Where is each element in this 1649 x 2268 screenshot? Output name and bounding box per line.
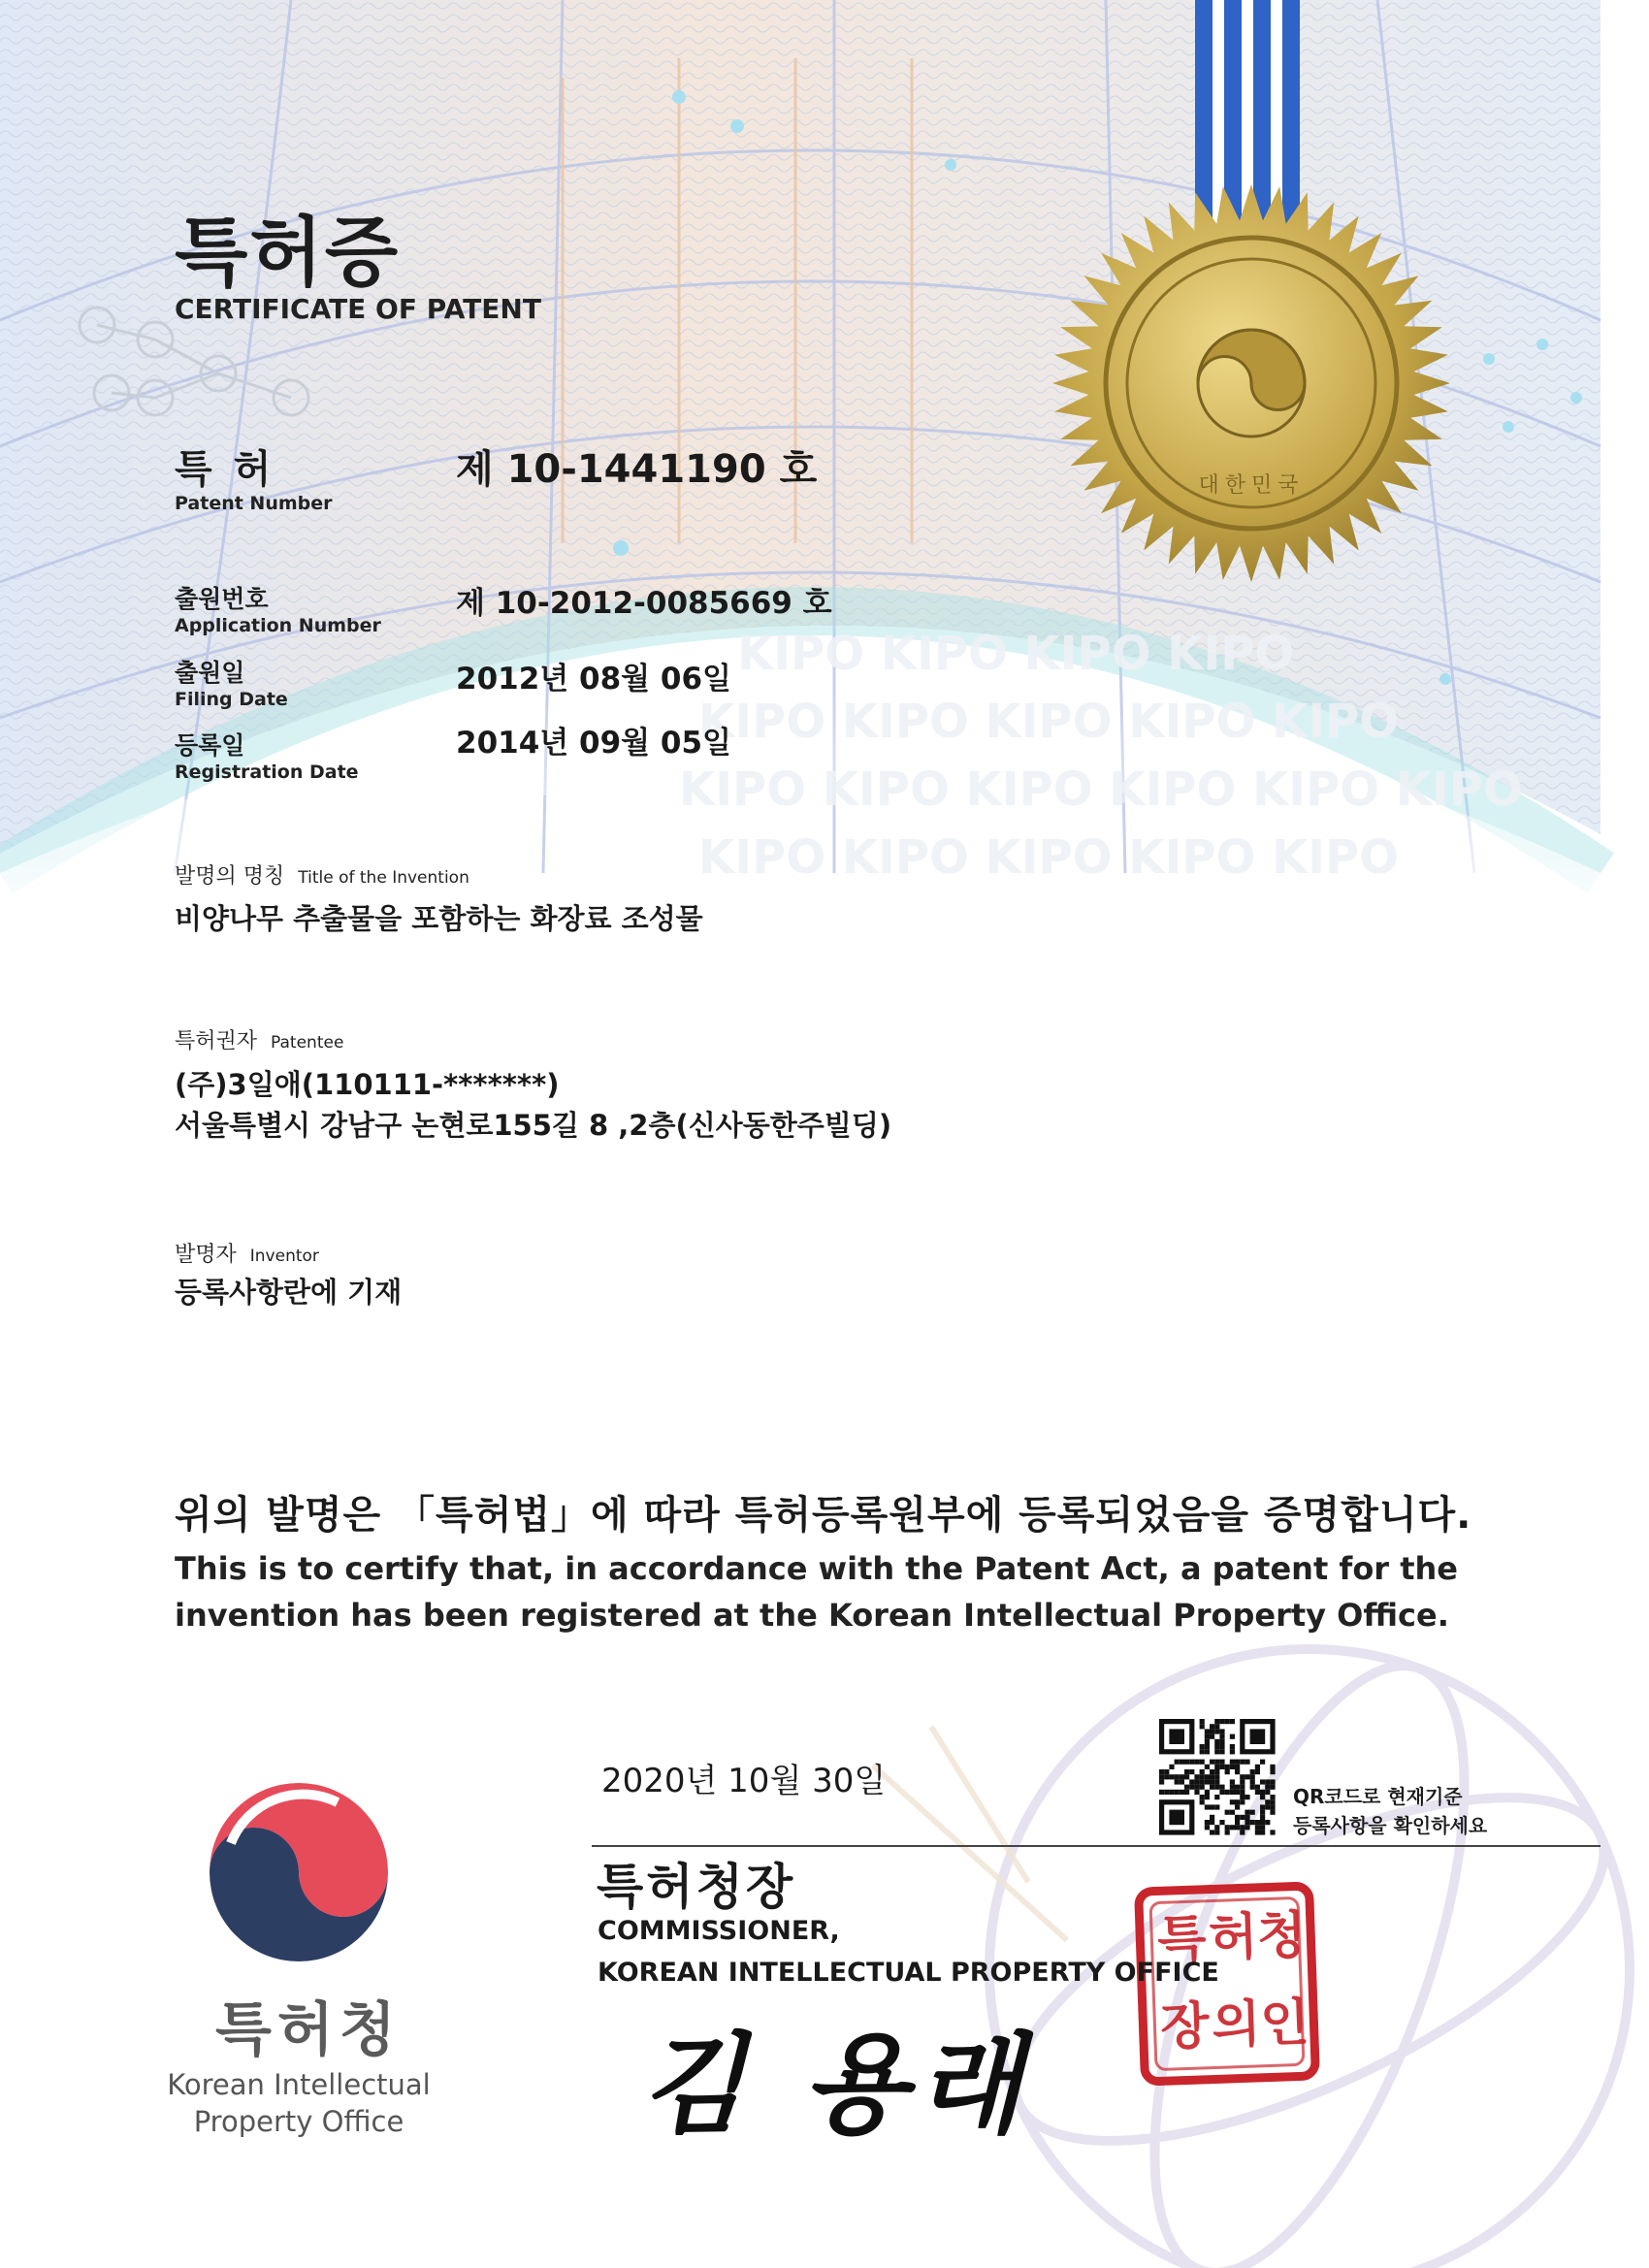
organization-name-en-line2: Property Office bbox=[193, 2105, 404, 2138]
svg-text:KIPO KIPO KIPO KIPO KIPO: KIPO KIPO KIPO KIPO KIPO bbox=[698, 695, 1400, 749]
svg-text:KIPO KIPO KIPO KIPO KIPO: KIPO KIPO KIPO KIPO KIPO bbox=[698, 830, 1400, 885]
certificate-title-ko: 특허증 bbox=[175, 210, 401, 297]
application-number-label-en: Application Number bbox=[175, 615, 381, 636]
inventor-label: 발명자 Inventor bbox=[175, 1243, 319, 1267]
qr-code[interactable] bbox=[1159, 1719, 1276, 1835]
svg-text:허: 허 bbox=[1208, 1907, 1259, 1968]
commissioner-title-ko: 특허청장 bbox=[597, 1859, 796, 1915]
inventor-value: 등록사항란에 기재 bbox=[175, 1276, 403, 1309]
invention-title-value: 비양나무 추출물을 포함하는 화장료 조성물 bbox=[175, 902, 703, 935]
commissioner-signature: 김 용래 bbox=[640, 2022, 1032, 2149]
patentee-label: 특허권자 Patentee bbox=[175, 1029, 344, 1053]
svg-text:대한민국: 대한민국 bbox=[1198, 473, 1305, 498]
qr-instruction-line1: QR코드로 현재기준 bbox=[1293, 1785, 1463, 1808]
issue-date: 2020년 10월 30일 bbox=[601, 1762, 887, 1800]
filing-date-label-ko: 출원일 bbox=[175, 659, 245, 687]
svg-text:KIPO KIPO KIPO KIPO KIPO KIPO: KIPO KIPO KIPO KIPO KIPO KIPO bbox=[679, 762, 1523, 817]
application-number-label-ko: 출원번호 bbox=[175, 585, 269, 613]
commissioner-title-en-line1: COMMISSIONER, bbox=[598, 1916, 840, 1946]
certificate-title-en: CERTIFICATE OF PATENT bbox=[175, 293, 541, 325]
svg-text:인: 인 bbox=[1259, 1993, 1310, 2054]
svg-text:의: 의 bbox=[1211, 1994, 1262, 2056]
certification-text-en-line2: invention has been registered at the Korean Intellectual Property Office. bbox=[175, 1597, 1449, 1634]
svg-text:특: 특 bbox=[1156, 1909, 1208, 1970]
filing-date-value: 2012년 08월 06일 bbox=[456, 662, 731, 697]
svg-text:청: 청 bbox=[1256, 1906, 1308, 1966]
patent-number-value: 제 10-1441190 호 bbox=[456, 447, 818, 492]
filing-date-label-en: Filing Date bbox=[175, 689, 288, 710]
invention-title-label: 발명의 명칭 Title of the Invention bbox=[175, 864, 469, 889]
registration-date-label-en: Registration Date bbox=[175, 761, 359, 783]
qr-instruction-line2: 등록사항을 확인하세요 bbox=[1293, 1814, 1488, 1837]
patentee-address: 서울특별시 강남구 논현로155길 8 ,2층(신사동한주빌딩) bbox=[175, 1109, 892, 1142]
registration-date-value: 2014년 09월 05일 bbox=[456, 726, 731, 761]
application-number-value: 제 10-2012-0085669 호 bbox=[456, 586, 832, 621]
certification-text-ko: 위의 발명은 「특허법」에 따라 특허등록원부에 등록되었음을 증명합니다. bbox=[175, 1493, 1472, 1538]
certification-text-en-line1: This is to certify that, in accordance with the Patent Act, a patent for the bbox=[175, 1550, 1458, 1587]
kipo-logo-icon bbox=[210, 1783, 388, 1961]
organization-name-en-line1: Korean Intellectual bbox=[167, 2068, 431, 2101]
registration-date-label-ko: 등록일 bbox=[175, 731, 245, 760]
commissioner-title-en-line2: KOREAN INTELLECTUAL PROPERTY OFFICE bbox=[598, 1958, 1219, 1988]
svg-text:KIPO KIPO KIPO KIPO: KIPO KIPO KIPO KIPO bbox=[737, 627, 1295, 681]
organization-name-ko: 특허청 bbox=[215, 1996, 402, 2064]
svg-text:장: 장 bbox=[1159, 1996, 1211, 2057]
patentee-name: (주)3일애(110111-*******) bbox=[175, 1068, 560, 1101]
patent-number-label-ko: 특 허 bbox=[175, 447, 275, 492]
patent-number-label-en: Patent Number bbox=[175, 493, 333, 514]
